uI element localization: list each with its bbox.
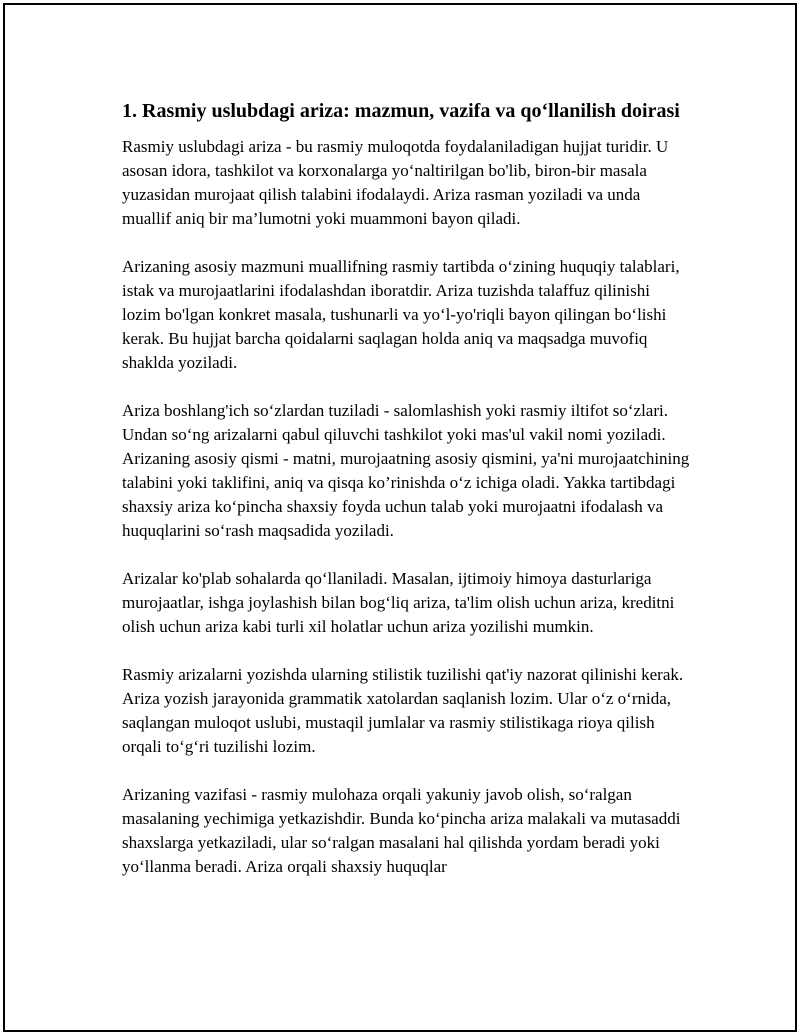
paragraph-4: Arizalar ko'plab sohalarda qo‘llaniladi. Masalan, ijtimoiy himoya dasturlariga murojaatlar, ishga joylashish bilan bog‘liq ariza, ta'lim olish uchun ariza, kreditni olish uchun ariza kabi turli xil holatlar uchun ariza yozilishi mumkin. bbox=[122, 569, 675, 636]
paragraph-1: Rasmiy uslubdagi ariza - bu rasmiy muloqotda foydalaniladigan hujjat turidir. U asosan idora, tashkilot va korxonalarga yo‘naltirilgan bo'lib, biron-bir masala yuzasidan murojaat qilish talabini ifodalaydi. Ariza rasman yoziladi va unda muallif aniq bir ma’lumotni yoki muammoni bayon qiladi. bbox=[122, 137, 669, 228]
paragraph-3: Ariza boshlang'ich so‘zlardan tuziladi - salomlashish yoki rasmiy iltifot so‘zlari. Undan so‘ng arizalarni qabul qiluvchi tashkilot yoki mas'ul vakil nomi yoziladi. Arizaning asosiy qismi - matni, murojaatning asosiy qismini, ya'ni murojaatchining talabini yoki taklifini, aniq va qisqa ko’rinishda o‘z ichiga oladi. Yakka tartibdagi shaxsiy ariza ko‘pincha shaxsiy foyda uchun talab yoki murojaatni ifodalash va huquqlarini so‘rash maqsadida yoziladi. bbox=[122, 401, 690, 540]
paragraph-6: Arizaning vazifasi - rasmiy mulohaza orqali yakuniy javob olish, so‘ralgan masalaning yechimiga yetkazishdir. Bunda ko‘pincha ariza malakali va mutasaddi shaxslarga yetkaziladi, ular so‘ralgan masalani hal qilishda yordam beradi yoki yo‘llanma beradi. Ariza orqali shaxsiy huquqlar bbox=[122, 785, 681, 876]
document-body bbox=[122, 97, 692, 903]
paragraph-2: Arizaning asosiy mazmuni muallifning rasmiy tartibda o‘zining huquqiy talablari, istak va murojaatlarini ifodalashdan iboratdir. Ariza tuzishda talaffuz qilinishi lozim bo'lgan konkret masala, tushunarli va yo‘l-yo'riqli bayon qilingan bo‘lishi kerak. Bu hujjat barcha qoidalarni saqlagan holda aniq va maqsadga muvofiq shaklda yoziladi. bbox=[122, 257, 680, 372]
document-page bbox=[3, 3, 797, 1032]
section-heading: 1. Rasmiy uslubdagi ariza: mazmun, vazifa va qo‘llanilish doirasi bbox=[122, 100, 680, 122]
paragraph-5: Rasmiy arizalarni yozishda ularning stilistik tuzilishi qat'iy nazorat qilinishi kerak. Ariza yozish jarayonida grammatik xatolardan saqlanish lozim. Ular o‘z o‘rnida, saqlangan muloqot uslubi, mustaqil jumlalar va rasmiy stilistikaga rioya qilish orqali to‘g‘ri tuzilishi lozim. bbox=[122, 665, 684, 756]
